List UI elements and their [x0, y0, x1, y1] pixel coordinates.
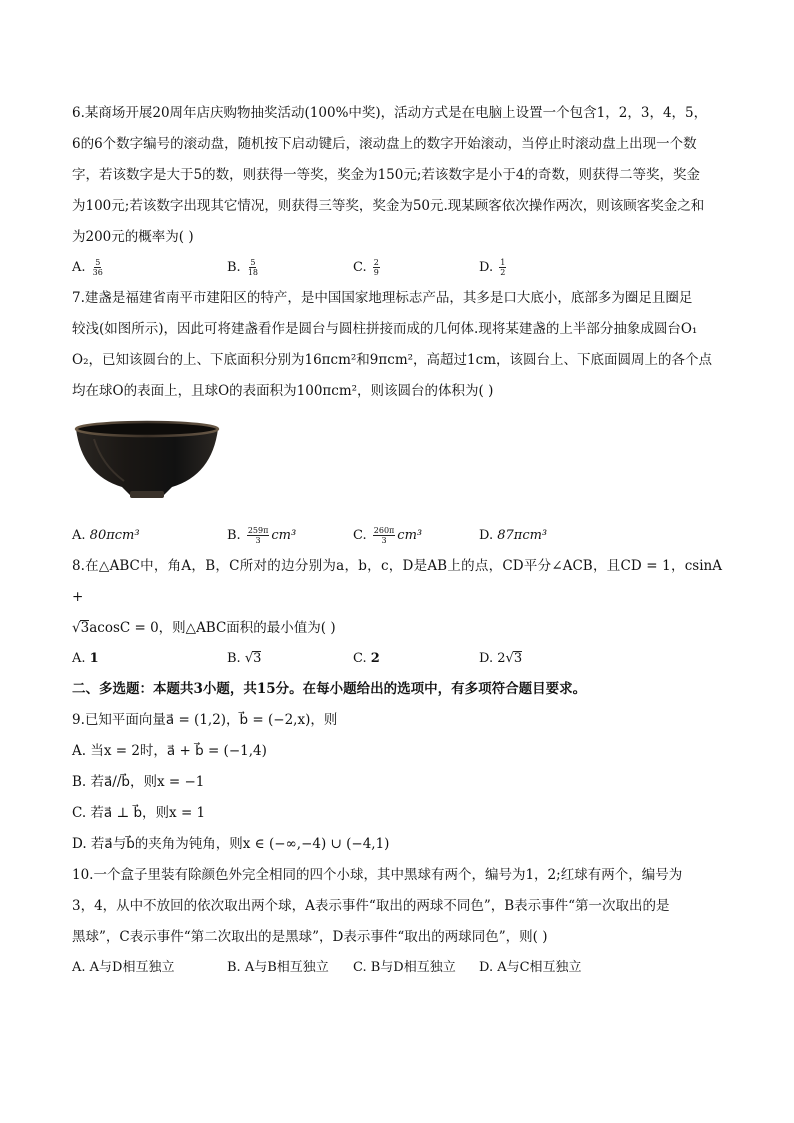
q6-option-b[interactable]: B. $\frac{5}{18}$: [227, 258, 259, 277]
q6-option-c[interactable]: C. $\frac{2}{9}$: [353, 258, 379, 277]
question-7: [72, 283, 722, 551]
q9-option-b[interactable]: B. 若a⃗//b⃗，则x = −1: [72, 774, 205, 790]
exam-page: [72, 98, 722, 983]
q10-option-c[interactable]: C. B与D相互独立: [353, 960, 456, 975]
q7-option-c[interactable]: C. $\frac{260\pi}{3}$ cm³: [353, 526, 423, 545]
q7-option-b[interactable]: B. $\frac{259\pi}{3}$ cm³: [227, 526, 297, 545]
q8-line: 8.在△ABC中，角A，B，C所对的边分别为a，b，c，D是AB上的点，CD平分∠ACB，且CD = 1，csinA +: [72, 558, 722, 605]
q10-options: [72, 953, 722, 983]
q7-line: O₂，已知该圆台的上、下底面积分别为16πcm²和9πcm²，高超过1cm，该圆台上、下底面圆周上的各个点: [72, 352, 712, 368]
q8-option-c[interactable]: C. 2: [353, 651, 380, 666]
q8-option-b[interactable]: B. √3: [227, 651, 262, 666]
q10-option-a[interactable]: A. A与D相互独立: [72, 960, 175, 975]
q6-line: 6的6个数字编号的滚动盘，随机按下启动键后，滚动盘上的数字开始滚动，当停止时滚动盘上出现一个数: [72, 136, 697, 152]
q6-line: 为100元;若该数字出现其它情况，则获得三等奖，奖金为50元.现某顾客依次操作两次，则该顾客奖金之和: [72, 198, 705, 214]
q6-option-d[interactable]: D. $\frac{1}{2}$: [479, 258, 506, 277]
q7-option-d[interactable]: D. 87πcm³: [479, 528, 548, 543]
q7-line: 较浅(如图所示)，因此可将建盏看作是圆台与圆柱拼接而成的几何体.现将某建盏的上半部分抽象成圆台O₁: [72, 321, 698, 337]
question-9: [72, 705, 722, 860]
q10-option-b[interactable]: B. A与B相互独立: [227, 960, 329, 975]
q10-line: 10.一个盒子里装有除颜色外完全相同的四个小球，其中黑球有两个，编号为1，2;红球有两个，编号为: [72, 867, 683, 883]
jian-bowl-image: [72, 415, 222, 505]
q10-line: 3，4，从中不放回的依次取出两个球，A表示事件“取出的两球不同色”，B表示事件“第一次取出的是: [72, 898, 670, 914]
q6-option-a[interactable]: A. $\frac{5}{36}$: [72, 258, 103, 277]
q9-option-d[interactable]: D. 若a⃗与b⃗的夹角为钝角，则x ∈ (−∞,−4) ∪ (−4,1): [72, 836, 390, 852]
q6-line: 6.某商场开展20周年店庆购物抽奖活动(100%中奖)，活动方式是在电脑上设置一个包含1，2，3，4，5，: [72, 105, 708, 121]
q8-line: √3acosC = 0，则△ABC面积的最小值为( ): [72, 620, 336, 636]
q9-option-c[interactable]: C. 若a⃗ ⊥ b⃗，则x = 1: [72, 805, 206, 821]
q7-options: [72, 521, 722, 551]
question-8: [72, 551, 722, 674]
section-heading-multiple-choice: 二、多选题：本题共3小题，共15分。在每小题给出的选项中，有多项符合题目要求。: [72, 681, 587, 697]
q7-option-a[interactable]: A. 80πcm³: [72, 528, 140, 543]
q9-option-a[interactable]: A. 当x = 2时，a⃗ + b⃗ = (−1,4): [72, 743, 267, 759]
q9-stem: 9.已知平面向量a⃗ = (1,2)，b⃗ = (−2,x)，则: [72, 712, 338, 728]
question-6: [72, 98, 722, 283]
q8-options: [72, 644, 722, 674]
q10-line: 黑球”，C表示事件“第二次取出的是黑球”，D表示事件“取出的两球同色”，则( ): [72, 929, 548, 945]
q6-line: 字，若该数字是大于5的数，则获得一等奖，奖金为150元;若该数字是小于4的奇数，则获得二等奖，奖金: [72, 167, 700, 183]
q7-line: 7.建盏是福建省南平市建阳区的特产，是中国国家地理标志产品，其多是口大底小，底部多为圈足且圈足: [72, 290, 693, 306]
q6-line: 为200元的概率为( ): [72, 229, 194, 245]
q8-option-d[interactable]: D. 2√3: [479, 651, 523, 666]
q6-options: [72, 253, 722, 283]
q7-line: 均在球O的表面上，且球O的表面积为100πcm²，则该圆台的体积为( ): [72, 383, 494, 399]
q8-option-a[interactable]: A. 1: [72, 651, 99, 666]
q10-option-d[interactable]: D. A与C相互独立: [479, 960, 582, 975]
question-10: [72, 860, 722, 983]
